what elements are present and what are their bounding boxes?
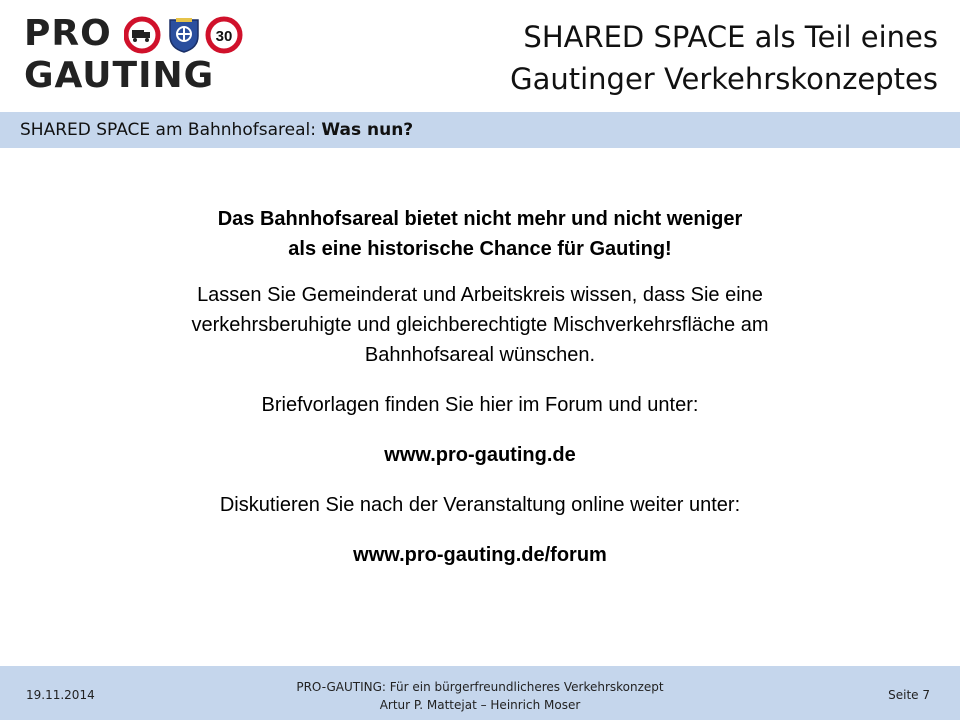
footer-credits-line2: Artur P. Mattejat – Heinrich Moser xyxy=(379,698,581,712)
speed-limit-label: 30 xyxy=(215,28,233,45)
headline-line1: Das Bahnhofsareal bietet nicht mehr und nicht weniger xyxy=(217,208,743,230)
headline-line2: als eine historische Chance für Gauting! xyxy=(288,238,672,260)
slide-content xyxy=(90,204,870,570)
logo-gauting-text: GAUTING xyxy=(24,55,215,96)
section-bar xyxy=(0,112,960,148)
footer-credits xyxy=(250,678,710,714)
slide-title xyxy=(418,16,938,100)
section-title-prefix: SHARED SPACE am Bahnhofsareal: xyxy=(20,120,322,140)
section-title-emphasis: Was nun? xyxy=(321,120,414,140)
footer-date: 19.11.2014 xyxy=(26,688,95,702)
footer-credits-line1: PRO-GAUTING: Für ein bürgerfreundlicheres Verkehrskonzept xyxy=(296,680,664,694)
slide-title-line2: Gautinger Verkehrskonzeptes xyxy=(510,62,938,96)
no-trucks-sign-icon xyxy=(126,19,158,51)
gauting-crest-icon xyxy=(170,18,198,52)
section-title xyxy=(20,120,413,140)
para1-line2: verkehrsberuhigte und gleichberechtigte Mischverkehrsfläche am xyxy=(191,314,769,336)
pro-gauting-logo xyxy=(24,14,234,98)
footer-page-number: Seite 7 xyxy=(888,688,930,702)
slide-title-line1: SHARED SPACE als Teil eines xyxy=(523,20,938,54)
logo-traffic-signs xyxy=(124,16,244,54)
letter-templates-text: Briefvorlagen finden Sie hier im Forum und unter: xyxy=(261,394,699,416)
header xyxy=(0,0,960,112)
website-link[interactable]: www.pro-gauting.de xyxy=(384,444,576,466)
forum-link[interactable]: www.pro-gauting.de/forum xyxy=(353,544,607,566)
para1-line1: Lassen Sie Gemeinderat und Arbeitskreis wissen, dass Sie eine xyxy=(197,284,763,306)
logo-pro-text: PRO xyxy=(24,13,112,54)
discuss-online-text: Diskutieren Sie nach der Veranstaltung online weiter unter: xyxy=(219,494,741,516)
para1-line3: Bahnhofsareal wünschen. xyxy=(364,344,596,366)
footer-bar xyxy=(0,666,960,720)
speed-limit-sign-icon xyxy=(208,19,240,51)
